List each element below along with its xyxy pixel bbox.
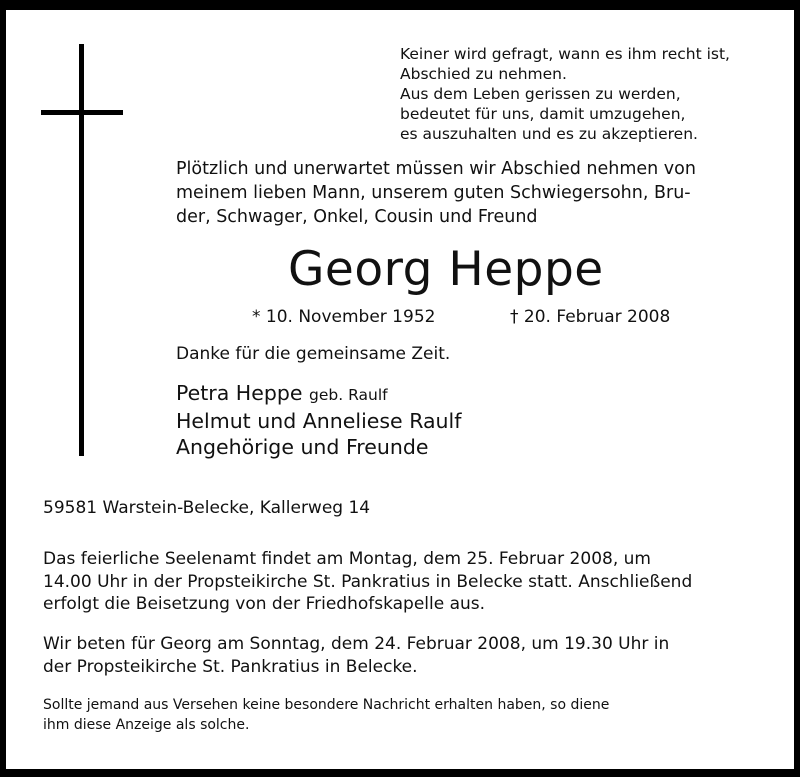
- deceased-name: Georg Heppe: [288, 242, 604, 297]
- intro-text: [176, 157, 768, 229]
- poem-line: bedeutet für uns, damit umzugehen,: [400, 105, 686, 123]
- closing-note-line: Sollte jemand aus Versehen keine besondere Nachricht erhalten haben, so diene: [43, 697, 610, 713]
- death-date: † 20. Februar 2008: [510, 307, 671, 327]
- poem-line: es auszuhalten und es zu akzeptieren.: [400, 125, 698, 143]
- thanks-line: Danke für die gemeinsame Zeit.: [176, 344, 451, 364]
- address: 59581 Warstein-Belecke, Kallerweg 14: [43, 498, 371, 518]
- cross-vertical-bar: [79, 44, 84, 456]
- mourner-line: [176, 380, 461, 408]
- intro-line: meinem lieben Mann, unserem guten Schwiegersohn, Bru-: [176, 183, 691, 203]
- intro-line: Plötzlich und unerwartet müssen wir Abschied nehmen von: [176, 159, 696, 179]
- mourner-name: Petra Heppe: [176, 381, 303, 405]
- poem: [400, 44, 780, 144]
- prayer-notice-line: Wir beten für Georg am Sonntag, dem 24. Februar 2008, um 19.30 Uhr in: [43, 634, 670, 654]
- poem-line: Keiner wird gefragt, wann es ihm recht ist,: [400, 45, 730, 63]
- cross-horizontal-bar: [41, 110, 123, 115]
- prayer-notice-line: der Propsteikirche St. Pankratius in Belecke.: [43, 656, 418, 677]
- closing-note-line: ihm diese Anzeige als solche.: [43, 717, 250, 733]
- closing-note: [43, 695, 763, 735]
- poem-line: Abschied zu nehmen.: [400, 65, 567, 83]
- maiden-name: geb. Raulf: [309, 386, 388, 404]
- funeral-notice: [43, 548, 763, 616]
- funeral-notice-line: Das feierliche Seelenamt findet am Montag, dem 25. Februar 2008, um: [43, 549, 651, 569]
- prayer-notice: [43, 633, 763, 678]
- poem-line: Aus dem Leben gerissen zu werden,: [400, 85, 681, 103]
- funeral-notice-line: erfolgt die Beisetzung von der Friedhofskapelle aus.: [43, 594, 486, 614]
- intro-line: der, Schwager, Onkel, Cousin und Freund: [176, 207, 538, 227]
- mourners-list: [176, 380, 461, 460]
- birth-date: * 10. November 1952: [252, 307, 436, 327]
- mourner-line: Helmut und Anneliese Raulf: [176, 409, 462, 433]
- funeral-notice-line: 14.00 Uhr in der Propsteikirche St. Pankratius in Belecke statt. Anschließend: [43, 571, 693, 592]
- mourner-line: Angehörige und Freunde: [176, 435, 429, 459]
